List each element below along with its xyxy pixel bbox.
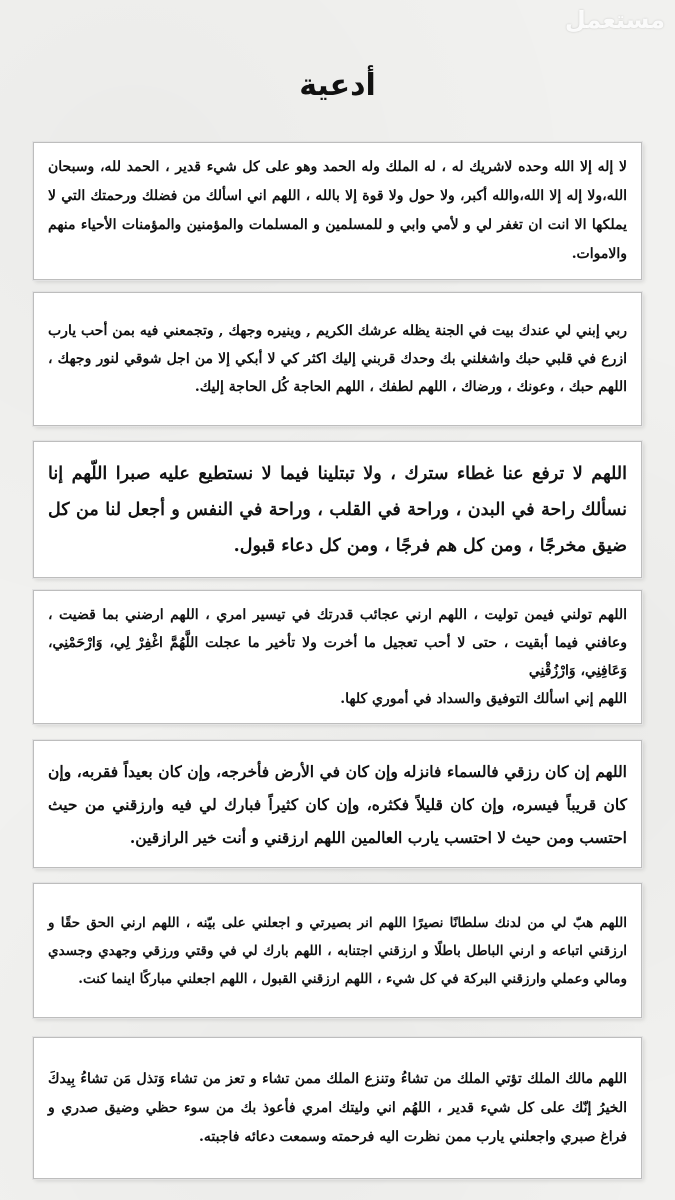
prayer-text-7: اللهم مالك الملك تؤتي الملك من تشاءُ وتنزع الملك ممن تشاء و تعز من تشاء وَتذل مَن تشاءُ بِيدكَ الخيرُ إنّك على كل شيء قدير ، اللهُم اني وليتك امري فأعوذ بك من سوء حظي وضيق صدري و فراغ صبري واجعلني يارب ممن نظرت اليه فرحمته وسمعت دعائه فاجبته. xyxy=(48,1070,627,1145)
prayer-card-2 xyxy=(33,292,642,426)
prayer-card-7 xyxy=(33,1037,642,1179)
prayer-text-2: ربي إبني لي عندك بيت في الجنة يظله عرشك الكريم , وينيره وجهك , وتجمعني فيه بمن أحب يارب ازرع في قلبي حبك واشغلني بك وحدك قربني إليك اكثر كي لا أبكي إلا من اجل شوقي لنور وجهك ، اللهم حبك ، وعونك ، ورضاك ، اللهم لطفك ، اللهم الحاجة كُل الحاجة إليك. xyxy=(48,323,627,395)
prayer-card-4 xyxy=(33,590,642,724)
prayer-text-1: لا إله إلا الله وحده لاشريك له ، له الملك وله الحمد وهو على كل شيء قدير ، الحمد لله، وسبحان الله،ولا إله إلا الله،والله أكبر، ولا حول ولا قوة إلا بالله ، اللهم اني اسألك من فضلك ورحمتك التي لا يملكها الا انت ان تغفر لي و لأمي وابي و للمسلمين و المسلمات والمؤمنين والمؤمنات الأحياء منهم والاموات. xyxy=(48,159,627,262)
page-title: أدعية xyxy=(299,68,376,104)
prayer-card-1 xyxy=(33,142,642,280)
prayer-card-3 xyxy=(33,441,642,578)
prayer-text-6: اللهم هبّ لي من لدنك سلطانًا نصيرًا اللهم انر بصيرتي و اجعلني على بيّنه ، اللهم ارني الحق حقًا و ارزقني اتباعه و ارني الباطل باطلًا و ارزقني اجتنابه ، اللهم بارك لي في وقتي ورزقي وجهدي وجسدي ومالي وعملي وارزقني البركة في كل شيء ، اللهم ارزقني القبول ، اللهم اجعلني مباركًا اينما كنت. xyxy=(48,914,627,987)
prayer-card-5 xyxy=(33,740,642,868)
prayer-text-3: اللهم لا ترفع عنا غطاء سترك ، ولا تبتلينا فيما لا نستطيع عليه صبرا اللّهم إنا نسألك راحة في البدن ، وراحة في القلب ، وراحة في النفس و أجعل لنا من كل ضيق مخرجًا ، ومن كل هم فرجًا ، ومن كل دعاء قبول. xyxy=(48,463,627,556)
watermark-logo: مستعمل xyxy=(564,6,665,34)
prayer-card-6 xyxy=(33,883,642,1018)
prayer-text-4: اللهم تولني فيمن توليت ، اللهم ارني عجائب قدرتك في تيسير امري ، اللهم ارضني بما قضيت ، وعافني فيما أبقيت ، حتى لا أحب تعجيل ما أخرت ولا تأخير ما عجلت اللَّهُمَّ اغْفِرْ لِي، وَارْحَمْنِي، وَعَافِنِي، وَارْزُقْنِي اللهم إني اسألك التوفيق والسداد في أموري كلها. xyxy=(48,607,627,707)
prayer-text-5: اللهم إن كان رزقي فالسماء فانزله وإن كان في الأرض فأخرجه، وإن كان بعيداً فقربه، وإن كان قريباً فيسره، وإن كان قليلاً فكثره، وإن كان كثيراً فبارك لي فيه وارزقني من حيث احتسب ومن حيث لا احتسب يارب العالمين اللهم ارزقني و أنت خير الرازقين. xyxy=(48,761,627,847)
